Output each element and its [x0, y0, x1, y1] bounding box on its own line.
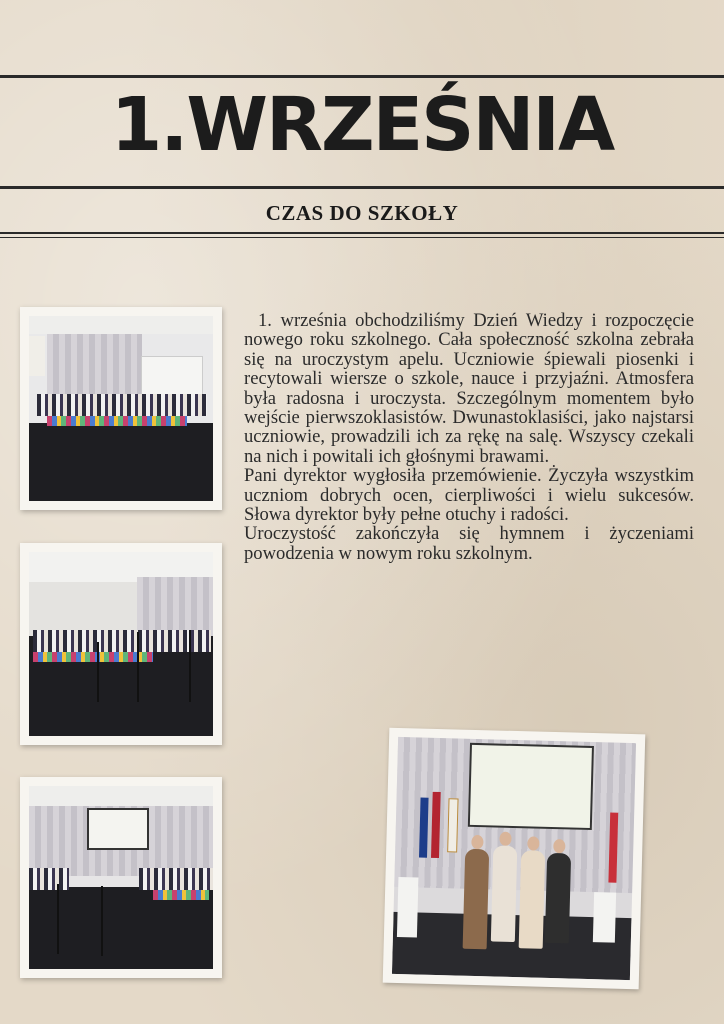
page-subtitle: CZAS DO SZKOŁY [265, 201, 459, 225]
article-paragraph: Uroczystość zakończyła się hymnem i życzeniami powodzenia w nowym roku szkolnym. [244, 523, 694, 564]
header-rule-bottom-2 [0, 237, 724, 238]
article-paragraph: Pani dyrektor wygłosiła przemówienie. Życzyła wszystkim uczniom dobrych ocen, cierpliwości i wielu sukcesów. Słowa dyrektor były pełne otuchy i radości. [244, 465, 694, 526]
article-body [244, 311, 694, 563]
article-paragraph: 1. września obchodziliśmy Dzień Wiedzy i rozpoczęcie nowego roku szkolnego. Cała społeczność szkolna zebrała się na uroczystym apelu. Uczniowie śpiewali piosenki i recytowali wiersze o szkole, nauce i przyjaźni. Atmosfera była radosna i uroczysta. Szczególnym momentem było wejście pierwszoklasistów. Dwunastoklasiści, jako najstarsi uczniowie, prowadzili ich za rękę na salę. Wszyscy czekali na nich i powitali ich głośnymi brawami. [244, 310, 694, 467]
photo-microphones [20, 543, 222, 745]
header-rule-bottom-1 [0, 232, 724, 234]
header-rule-top [0, 75, 724, 78]
page-title: 1.WRZEŚNIA [110, 82, 614, 168]
photo-assembly-stage [20, 307, 222, 510]
photo-stage-screen [20, 777, 222, 978]
header-rule-middle [0, 186, 724, 189]
photo-staff-group [383, 728, 646, 990]
